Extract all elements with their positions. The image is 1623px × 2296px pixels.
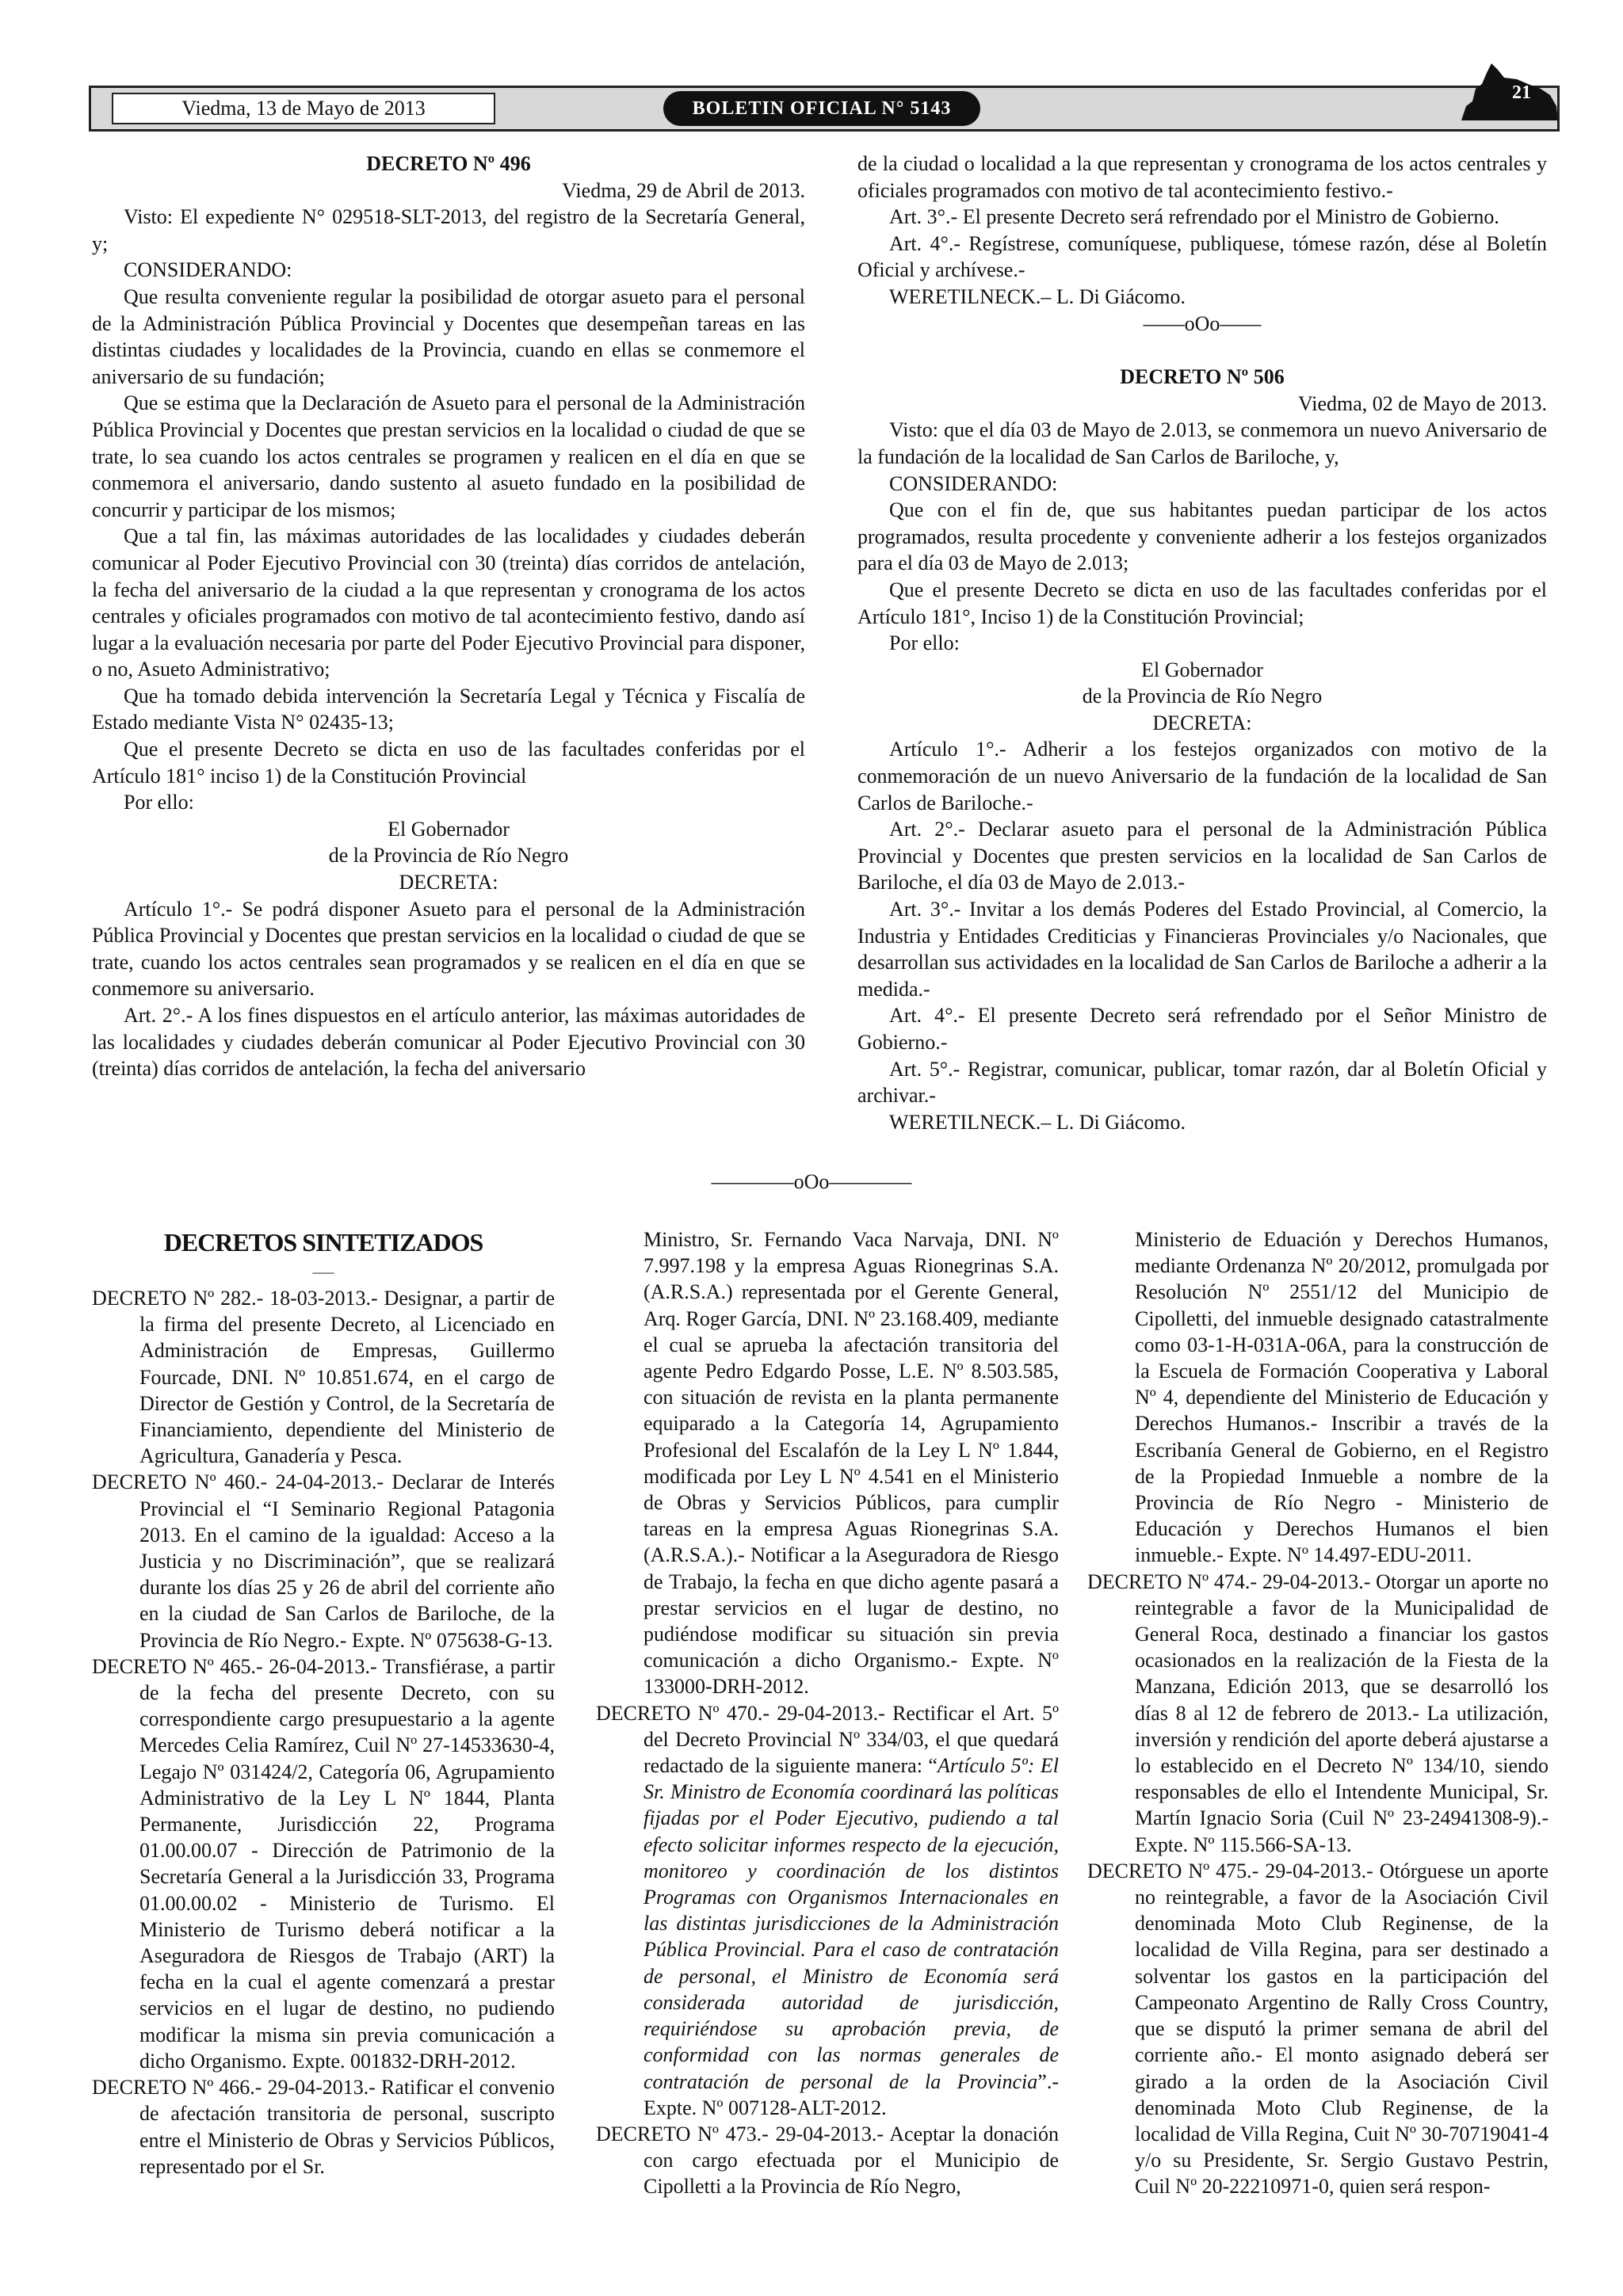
paragraph: CONSIDERANDO: [124,258,292,282]
decree-summary: DECRETO Nº 474.- 29-04-2013.- Otorgar un aporte no reintegrable a favor de la Municipalidad de General Roca, destinado a financiar los gastos ocasionados en la realización de la Fiesta de la Manzana, Edición 2013, que se desarrolló los días 8 al 12 de febrero de 2013.- La utilización, inversión y rendición del aporte deberá ajustarse a lo establecido en el Decreto Nº 134/10, siendo responsables de ello el Intendente Municipal, Sr. Martín Ignacio Soria (Cuil Nº 23-24941308-9).- Expte. Nº 115.566-SA-13. [1087,1569,1549,1856]
paragraph: CONSIDERANDO: [889,471,1058,495]
authority-line: El Gobernador [1141,658,1263,681]
left-column [92,151,805,1082]
section-separator: ————oOo———— [711,1170,912,1193]
paragraph: Por ello: [889,631,960,655]
decree-summary-tail: ”.- Expte. Nº 007128-ALT-2012. [643,2069,1059,2119]
summaries-column-2 [596,1226,1059,2200]
summaries-column-3 [1087,1226,1549,2200]
article: Art. 3°.- Invitar a los demás Poderes del Estado Provincial, al Comercio, la Industria y Entidades Crediticias y Financieras Provinciales y/o Nacionales, que desarrollan sus actividades en la localidad de San Carlos de Bariloche a adherir a la medida.- [857,898,1547,1001]
article: Art. 4°.- Regístrese, comuníquese, publiquese, tómese razón, dése al Boletín Oficial y archívese.- [857,231,1547,282]
title-underline: ___ [312,1259,334,1275]
authority-line: DECRETA: [1152,711,1252,734]
decree-summary: DECRETO Nº 475.- 29-04-2013.- Otórguese un aporte no reintegrable, a favor de la Asociación Civil denominada Moto Club Reginense, de la localidad de Villa Regina, para ser destinado a solventar los gastos en la participación del Campeonato Argentino de Rally Cross Country, que se disputó la primer semana de abril del corriente año.- El monto asignado deberá ser girado a la orden de la Asociación Civil denominada Moto Club Reginense, de la localidad de Villa Regina, Cuit Nº 30-70719041-4 y/o su Presidente, Sr. Sergio Gustavo Pestrin, Cuil Nº 20-22210971-0, quien será respon- [1087,1859,1549,2199]
decree-place-date: Viedma, 29 de Abril de 2013. [562,178,805,202]
decree-title: DECRETO Nº 496 [366,152,531,175]
article: Artículo 1°.- Se podrá disponer Asueto para el personal de la Administración Pública Provincial y Docentes que prestan servicios en la localidad o ciudad de que se trate, cuando los actos centrales sean programados y se realicen en el día en que se conmemore su aniversario. [92,897,805,1001]
paragraph: Visto: El expediente N° 029518-SLT-2013, del registro de la Secretaría General, y; [92,205,805,255]
separator: ——oOo—— [1143,311,1262,335]
decree-summary: DECRETO Nº 465.- 26-04-2013.- Transfiérase, a partir de la fecha del presente Decreto, con su correspondiente cargo presupuestario a la agente Mercedes Celia Ramírez, Cuil Nº 27-14533630-4, Legajo Nº 031424/2, Categoría 06, Agrupamiento Administrativo de la Ley L Nº 1844, Planta Permanente, Jurisdicción 22, Programa 01.00.00.07 - Dirección de Patrimonio de la Secretaría General a la Jurisdicción 33, Programa 01.00.00.02 - Ministerio de Turismo. El Ministerio de Turismo deberá notificar a la Aseguradora de Riesgos de Trabajo (ART) la fecha en la cual el agente comenzará a prestar servicios en el lugar de destino, no pudiendo modificar la misma sin previa comunicación a dicho Organismo. Expte. 001832-DRH-2012. [92,1654,555,2073]
paragraph: Que con el fin de, que sus habitantes puedan participar de los actos programados, resulta procedente y conveniente adherir a los festejos organizados para el día 03 de Mayo de 2.013; [857,498,1547,575]
decree-summary: DECRETO Nº 282.- 18-03-2013.- Designar, a partir de la firma del presente Decreto, al Licenciado en Administración de Empresas, Guillermo Fourcade, DNI. Nº 10.851.674, en el cargo de Director de Gestión y Control, de la Secretaría de Financiamiento, dependiente del Ministerio de Agricultura, Ganadería y Pesca. [92,1287,555,1468]
article: Art. 4°.- El presente Decreto será refrendado por el Señor Ministro de Gobierno.- [857,1004,1547,1054]
paragraph: Por ello: [124,791,194,814]
authority-line: de la Provincia de Río Negro [328,844,569,868]
right-column [857,151,1547,1135]
authority-line: El Gobernador [388,817,510,841]
paragraph: Que el presente Decreto se dicta en uso de las facultades conferidas por el Artículo 181° inciso 1) de la Constitución Provincial [92,738,805,788]
article: Art. 2°.- A los fines dispuestos en el artículo anterior, las máximas autoridades de las localidades y ciudades deberán comunicar al Poder Ejecutivo Provincial con 30 (treinta) días corridos de antelación, la fecha del aniversario [92,1004,805,1081]
decree-summary: DECRETO Nº 460.- 24-04-2013.- Declarar de Interés Provincial el “I Seminario Regional Patagonia 2013. En el camino de la igualdad: Acceso a la Justicia y no Discriminación”, que se realizará durante los días 25 y 26 de abril del corriente año en la ciudad de San Carlos de Bariloche, de la Provincia de Río Negro.- Expte. Nº 075638-G-13. [92,1470,555,1652]
summaries-column-1 [92,1226,555,2180]
decree-summary-continuation: Ministerio de Eduación y Derechos Humanos, mediante Ordenanza Nº 20/2012, promulgada por Resolución Nº 2551/12 del Municipio de Cipolletti, del inmueble designado catastralmente como 03-1-H-031A-06A, para la construcción de la Escuela de Formación Cooperativa y Laboral Nº 4, dependiente del Ministerio de Educación y Derechos Humanos.- Inscribir a través de la Escribanía General de Gobierno, en el Registro de la Propiedad Inmueble a nombre de la Provincia de Río Negro - Ministerio de Educación y Derechos Humanos el bien inmueble.- Expte. Nº 14.497-EDU-2011. [1135,1228,1549,1567]
article: Art. 3°.- El presente Decreto será refrendado por el Ministro de Gobierno. [889,205,1499,229]
map-silhouette-icon [1455,57,1560,130]
decree-summary: DECRETO Nº 473.- 29-04-2013.- Aceptar la donación con cargo efectuada por el Municipio de Cipolletti a la Provincia de Río Negro, [596,2122,1059,2199]
decree-place-date: Viedma, 02 de Mayo de 2013. [1298,391,1547,415]
signature: WERETILNECK.– L. Di Giácomo. [889,284,1186,308]
paragraph: Que el presente Decreto se dicta en uso de las facultades conferidas por el Artículo 181°, Inciso 1) de la Constitución Provincial; [857,578,1547,628]
decree-quoted-article: Artículo 5º: El Sr. Ministro de Economía coordinará las políticas fijadas por el Poder Ejecutivo, pudiendo a tal efecto solicitar informes respecto de la ejecución, monitoreo y coordinación de los distintos Programas con Organismos Internacionales en las distintas jurisdicciones de la Administración Pública Provincial. Para el caso de contratación de personal, el Ministro de Economía será considerada autoridad de jurisdicción, requiriéndose su aprobación previa, de conformidad con las normas generales de contratación de personal de la Provincia [643,1754,1059,2093]
section-title: DECRETOS SINTETIZADOS [163,1228,483,1257]
paragraph: Que se estima que la Declaración de Asueto para el personal de la Administración Pública Provincial y Docentes que prestan servicios en la localidad o ciudad de que se trate, lo sea cuando los actos centrales se programen y realicen en el día en que se conmemora el aniversario, dando sustento al asueto fundado en la posibilidad de concurrir y participar de los mismos; [92,391,805,521]
authority-line: de la Provincia de Río Negro [1082,685,1323,708]
paragraph: Que a tal fin, las máximas autoridades de las localidades y ciudades deberán comunicar al Poder Ejecutivo Provincial con 30 (treinta) días corridos de antelación, la fecha del aniversario de la ciudad a la que representan y cronograma de los actos centrales y oficiales programados con motivo de tal acontecimiento festivo, dando así lugar a la evaluación necesaria por parte del Poder Ejecutivo Provincial para disponer, o no, Asueto Administrativo; [92,524,805,681]
article: Art. 5°.- Registrar, comunicar, publicar, tomar razón, dar al Boletín Oficial y archivar.- [857,1057,1547,1108]
bulletin-title: BOLETIN OFICIAL N° 5143 [663,91,980,126]
paragraph: Que resulta conveniente regular la posibilidad de otorgar asueto para el personal de la Administración Pública Provincial y Docentes que desempeñan tareas en las distintas ciudades y localidades de la Provincia, cuando en ellas se conmemore el aniversario de su fundación; [92,284,805,388]
decree-summary [596,1700,1059,2121]
decree-summary: DECRETO Nº 466.- 29-04-2013.- Ratificar el convenio de afectación transitoria de personal, suscripto entre el Ministerio de Obras y Servicios Públicos, representado por el Sr. [92,2076,555,2178]
decree-summary-continuation: Ministro, Sr. Fernando Vaca Narvaja, DNI. Nº 7.997.198 y la empresa Aguas Rionegrinas S.A. (A.R.S.A.) representada por el Gerente General, Arq. Roger García, DNI. Nº 23.168.409, mediante el cual se aprueba la afectación transitoria del agente Pedro Edgardo Posse, L.E. Nº 8.503.585, con situación de revista en la planta permanente equiparado a la Categoría 14, Agrupamiento Profesional del Escalafón de la Ley L Nº 1.844, modificada por Ley L Nº 4.541 en el Ministerio de Obras y Servicios Públicos, para cumplir tareas en la empresa Aguas Rionegrinas S.A. (A.R.S.A.).- Notificar a la Aseguradora de Riesgo de Trabajo, la fecha en que dicho agente pasará a prestar servicios en el lugar de destino, no pudiéndose modificar su situación sin previa comunicación a dicho Organismo.- Expte. Nº 133000-DRH-2012. [643,1228,1059,1699]
page-number: 21 [1512,82,1531,103]
paragraph: de la ciudad o localidad a la que representan y cronograma de los actos centrales y oficiales programados con motivo de tal acontecimiento festivo.- [857,152,1547,202]
paragraph: Visto: que el día 03 de Mayo de 2.013, se conmemora un nuevo Aniversario de la fundación de la localidad de San Carlos de Bariloche, y, [857,418,1547,468]
header-bar [89,86,1560,132]
header-date: Viedma, 13 de Mayo de 2013 [112,93,495,124]
signature: WERETILNECK.– L. Di Giácomo. [889,1110,1186,1134]
paragraph: Que ha tomado debida intervención la Secretaría Legal y Técnica y Fiscalía de Estado mediante Vista N° 02435-13; [92,684,805,734]
article: Art. 2°.- Declarar asueto para el personal de la Administración Pública Provincial y Docentes que presten servicios en la localidad de San Carlos de Bariloche, el día 03 de Mayo de 2.013.- [857,818,1547,894]
page-number-badge [1455,57,1560,130]
article: Artículo 1°.- Adherir a los festejos organizados con motivo de la conmemoración de un nuevo Aniversario de la fundación de la localidad de San Carlos de Bariloche.- [857,738,1547,814]
decree-title: DECRETO Nº 506 [1120,365,1285,389]
decree-summary-head: DECRETO Nº 470.- 29-04-2013.- Rectificar el Art. 5º del Decreto Provincial Nº 334/03, el que quedará redactado de la siguiente manera: “ [596,1701,1059,1778]
authority-line: DECRETA: [399,871,498,894]
